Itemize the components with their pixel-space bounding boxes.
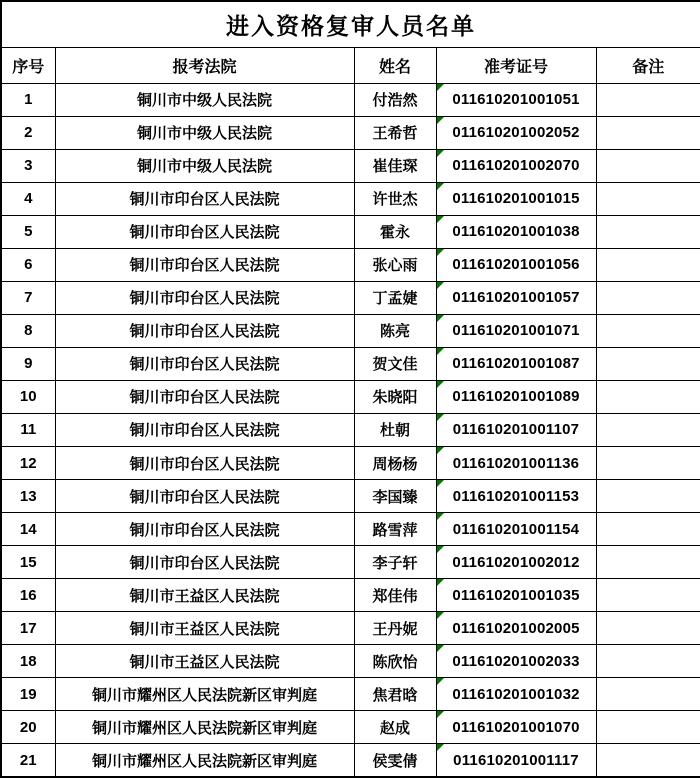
remark-cell xyxy=(596,546,700,579)
ticket-cell xyxy=(436,447,596,480)
table-row xyxy=(1,215,700,248)
table-body xyxy=(1,83,700,777)
name-cell: 崔佳琛 xyxy=(354,149,436,182)
court-cell: 铜川市耀州区人民法院新区审判庭 xyxy=(55,711,354,744)
row-index-cell: 9 xyxy=(1,347,55,380)
name-cell: 陈欣怡 xyxy=(354,645,436,678)
court-cell: 铜川市印台区人民法院 xyxy=(55,546,354,579)
column-header-index: 序号 xyxy=(1,47,55,83)
text-format-flag-icon xyxy=(437,744,444,751)
remark-cell xyxy=(596,215,700,248)
column-header-name: 姓名 xyxy=(354,47,436,83)
text-format-flag-icon xyxy=(437,645,444,652)
table-row xyxy=(1,248,700,281)
ticket-number: 011610201001154 xyxy=(452,520,580,538)
remark-cell xyxy=(596,149,700,182)
ticket-cell xyxy=(436,711,596,744)
court-cell: 铜川市印台区人民法院 xyxy=(55,447,354,480)
ticket-number: 011610201001032 xyxy=(452,685,580,703)
ticket-number: 011610201001136 xyxy=(452,454,580,472)
name-cell: 王希哲 xyxy=(354,116,436,149)
ticket-number: 011610201001117 xyxy=(453,751,579,769)
table-header-row xyxy=(1,47,700,83)
name-cell: 侯雯倩 xyxy=(354,744,436,777)
ticket-number: 011610201001071 xyxy=(452,322,580,340)
table-row xyxy=(1,546,700,579)
court-cell: 铜川市印台区人民法院 xyxy=(55,380,354,413)
ticket-cell xyxy=(436,380,596,413)
text-format-flag-icon xyxy=(437,711,444,718)
ticket-number: 011610201001089 xyxy=(452,388,580,406)
row-index-cell: 18 xyxy=(1,645,55,678)
court-cell: 铜川市印台区人民法院 xyxy=(55,248,354,281)
ticket-number: 011610201002005 xyxy=(452,619,580,637)
ticket-cell xyxy=(436,678,596,711)
remark-cell xyxy=(596,413,700,446)
table-row xyxy=(1,83,700,116)
ticket-cell xyxy=(436,513,596,546)
row-index-cell: 16 xyxy=(1,579,55,612)
table-row xyxy=(1,347,700,380)
court-cell: 铜川市印台区人民法院 xyxy=(55,513,354,546)
ticket-number: 011610201001035 xyxy=(452,586,580,604)
remark-cell xyxy=(596,447,700,480)
ticket-cell xyxy=(436,480,596,513)
row-index-cell: 1 xyxy=(1,83,55,116)
ticket-cell xyxy=(436,314,596,347)
table-row xyxy=(1,149,700,182)
name-cell: 赵成 xyxy=(354,711,436,744)
row-index-cell: 10 xyxy=(1,380,55,413)
text-format-flag-icon xyxy=(437,282,444,289)
text-format-flag-icon xyxy=(437,84,444,91)
court-cell: 铜川市中级人民法院 xyxy=(55,83,354,116)
column-header-ticket: 准考证号 xyxy=(436,47,596,83)
table-row xyxy=(1,380,700,413)
row-index-cell: 21 xyxy=(1,744,55,777)
name-cell: 李子轩 xyxy=(354,546,436,579)
row-index-cell: 11 xyxy=(1,413,55,446)
court-cell: 铜川市中级人民法院 xyxy=(55,149,354,182)
row-index-cell: 20 xyxy=(1,711,55,744)
name-cell: 张心雨 xyxy=(354,248,436,281)
table-row xyxy=(1,513,700,546)
text-format-flag-icon xyxy=(437,117,444,124)
table-row xyxy=(1,447,700,480)
text-format-flag-icon xyxy=(437,183,444,190)
text-format-flag-icon xyxy=(437,546,444,553)
court-cell: 铜川市印台区人民法院 xyxy=(55,215,354,248)
court-cell: 铜川市印台区人民法院 xyxy=(55,281,354,314)
court-cell: 铜川市中级人民法院 xyxy=(55,116,354,149)
court-cell: 铜川市王益区人民法院 xyxy=(55,579,354,612)
ticket-cell xyxy=(436,612,596,645)
ticket-cell xyxy=(436,281,596,314)
ticket-cell xyxy=(436,215,596,248)
ticket-number: 011610201001051 xyxy=(452,91,580,109)
remark-cell xyxy=(596,380,700,413)
name-cell: 路雪萍 xyxy=(354,513,436,546)
remark-cell xyxy=(596,513,700,546)
court-cell: 铜川市耀州区人民法院新区审判庭 xyxy=(55,678,354,711)
text-format-flag-icon xyxy=(437,480,444,487)
court-cell: 铜川市印台区人民法院 xyxy=(55,347,354,380)
remark-cell xyxy=(596,645,700,678)
row-index-cell: 13 xyxy=(1,480,55,513)
ticket-number: 011610201002070 xyxy=(452,157,580,175)
ticket-number: 011610201001087 xyxy=(452,355,580,373)
row-index-cell: 19 xyxy=(1,678,55,711)
ticket-cell xyxy=(436,347,596,380)
table-row xyxy=(1,182,700,215)
table-row xyxy=(1,480,700,513)
remark-cell xyxy=(596,347,700,380)
ticket-cell xyxy=(436,744,596,777)
row-index-cell: 8 xyxy=(1,314,55,347)
row-index-cell: 15 xyxy=(1,546,55,579)
remark-cell xyxy=(596,248,700,281)
ticket-cell xyxy=(436,546,596,579)
court-cell: 铜川市王益区人民法院 xyxy=(55,612,354,645)
ticket-cell xyxy=(436,116,596,149)
court-cell: 铜川市王益区人民法院 xyxy=(55,645,354,678)
name-cell: 许世杰 xyxy=(354,182,436,215)
name-cell: 贺文佳 xyxy=(354,347,436,380)
remark-cell xyxy=(596,678,700,711)
ticket-cell xyxy=(436,645,596,678)
remark-cell xyxy=(596,314,700,347)
court-cell: 铜川市耀州区人民法院新区审判庭 xyxy=(55,744,354,777)
ticket-cell xyxy=(436,413,596,446)
remark-cell xyxy=(596,116,700,149)
text-format-flag-icon xyxy=(437,414,444,421)
ticket-number: 011610201002012 xyxy=(452,553,580,571)
name-cell: 霍永 xyxy=(354,215,436,248)
table-row xyxy=(1,744,700,777)
text-format-flag-icon xyxy=(437,579,444,586)
ticket-cell xyxy=(436,149,596,182)
court-cell: 铜川市印台区人民法院 xyxy=(55,413,354,446)
row-index-cell: 5 xyxy=(1,215,55,248)
row-index-cell: 17 xyxy=(1,612,55,645)
ticket-cell xyxy=(436,248,596,281)
name-cell: 李国臻 xyxy=(354,480,436,513)
table-row xyxy=(1,413,700,446)
ticket-number: 011610201001107 xyxy=(452,421,580,439)
text-format-flag-icon xyxy=(437,348,444,355)
ticket-number: 011610201002052 xyxy=(452,124,580,142)
row-index-cell: 7 xyxy=(1,281,55,314)
row-index-cell: 3 xyxy=(1,149,55,182)
title-row xyxy=(1,1,700,47)
text-format-flag-icon xyxy=(437,678,444,685)
name-cell: 丁孟婕 xyxy=(354,281,436,314)
row-index-cell: 6 xyxy=(1,248,55,281)
name-cell: 陈亮 xyxy=(354,314,436,347)
column-header-court: 报考法院 xyxy=(55,47,354,83)
ticket-number: 011610201001070 xyxy=(452,718,580,736)
table-row xyxy=(1,678,700,711)
table-row xyxy=(1,281,700,314)
remark-cell xyxy=(596,612,700,645)
column-header-remark: 备注 xyxy=(596,47,700,83)
remark-cell xyxy=(596,281,700,314)
name-cell: 杜朝 xyxy=(354,413,436,446)
ticket-number: 011610201001038 xyxy=(452,223,580,241)
remark-cell xyxy=(596,182,700,215)
ticket-number: 011610201001153 xyxy=(452,487,580,505)
name-cell: 焦君晗 xyxy=(354,678,436,711)
table-row xyxy=(1,612,700,645)
ticket-number: 011610201001015 xyxy=(452,190,580,208)
ticket-number: 011610201001057 xyxy=(452,289,580,307)
text-format-flag-icon xyxy=(437,381,444,388)
text-format-flag-icon xyxy=(437,315,444,322)
ticket-cell xyxy=(436,579,596,612)
text-format-flag-icon xyxy=(437,612,444,619)
table-row xyxy=(1,645,700,678)
row-index-cell: 4 xyxy=(1,182,55,215)
ticket-number: 011610201002033 xyxy=(452,652,580,670)
ticket-cell xyxy=(436,83,596,116)
court-cell: 铜川市印台区人民法院 xyxy=(55,182,354,215)
ticket-number: 011610201001056 xyxy=(452,256,580,274)
remark-cell xyxy=(596,579,700,612)
table-row xyxy=(1,314,700,347)
court-cell: 铜川市印台区人民法院 xyxy=(55,480,354,513)
court-cell: 铜川市印台区人民法院 xyxy=(55,314,354,347)
table-row xyxy=(1,116,700,149)
name-cell: 付浩然 xyxy=(354,83,436,116)
text-format-flag-icon xyxy=(437,513,444,520)
table-row xyxy=(1,579,700,612)
remark-cell xyxy=(596,480,700,513)
page-title: 进入资格复审人员名单 xyxy=(1,1,700,47)
name-cell: 王丹妮 xyxy=(354,612,436,645)
name-cell: 周杨杨 xyxy=(354,447,436,480)
remark-cell xyxy=(596,744,700,777)
row-index-cell: 2 xyxy=(1,116,55,149)
name-cell: 朱晓阳 xyxy=(354,380,436,413)
remark-cell xyxy=(596,711,700,744)
text-format-flag-icon xyxy=(437,249,444,256)
text-format-flag-icon xyxy=(437,216,444,223)
text-format-flag-icon xyxy=(437,447,444,454)
table-row xyxy=(1,711,700,744)
remark-cell xyxy=(596,83,700,116)
row-index-cell: 14 xyxy=(1,513,55,546)
ticket-cell xyxy=(436,182,596,215)
text-format-flag-icon xyxy=(437,150,444,157)
row-index-cell: 12 xyxy=(1,447,55,480)
name-cell: 郑佳伟 xyxy=(354,579,436,612)
